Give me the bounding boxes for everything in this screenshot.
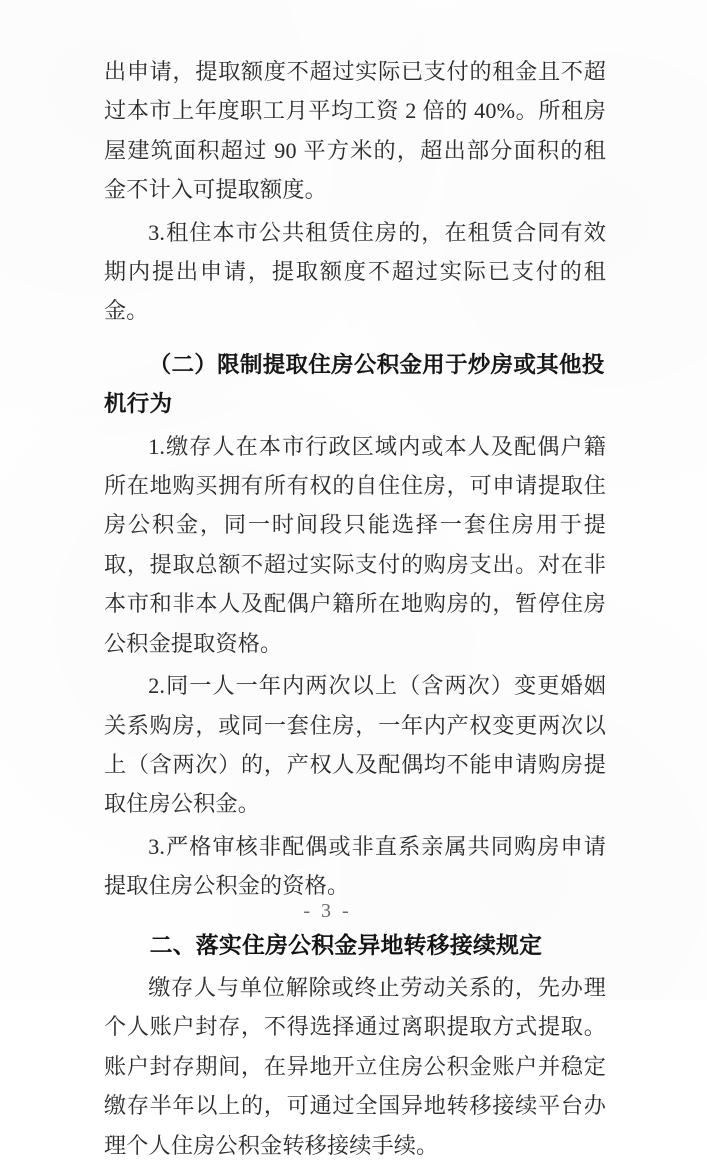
paragraph-cross-region-transfer: 缴存人与单位解除或终止劳动关系的，先办理个人账户封存，不得选择通过离职提取方式提取。账户封存期间，在异地开立住房公积金账户并稳定缴存半年以上的，可通过全国异地转移接续平台办理个人住房公积金转移接续手续。 xyxy=(104,974,606,1158)
block-spacer xyxy=(104,331,606,345)
paragraph-rent-withdrawal-limit: 出申请，提取额度不超过实际已支付的租金且不超过本市上年度职工月平均工资 2 倍的 40%。所租房屋建筑面积超过 90 平方米的，超出部分面积的租金不计入可提取额度。 xyxy=(104,59,606,203)
page-number: - 3 - xyxy=(303,900,352,922)
paragraph-item-3-public-rental-housing: 3.租住本市公共租赁住房的，在租赁合同有效期内提出申请，提取额度不超过实际已支付的租金。 xyxy=(104,219,606,324)
paragraph-item-3-strict-review: 3.严格审核非配偶或非直系亲属共同购房申请提取住房公积金的资格。 xyxy=(104,833,606,899)
paragraph-item-2-marriage-change-purchase: 2.同一人一年内两次以上（含两次）变更婚姻关系购房，或同一套住房，一年内产权变更两次以上（含两次）的，产权人及配偶均不能申请购房提取住房公积金。 xyxy=(104,673,606,817)
paragraph-item-1-self-occupied-purchase: 1.缴存人在本市行政区域内或本人及配偶户籍所在地购买拥有所有权的自住住房，可申请提取住房公积金，同一时间段只能选择一套住房用于提取，提取总额不超过实际支付的购房支出。对在非本市和非本人及配偶户籍所在地购房的，暂停住房公积金提取资格。 xyxy=(104,433,606,656)
page-footer xyxy=(0,900,707,923)
heading-subsection-two: （二）限制提取住房公积金用于炒房或其他投机行为 xyxy=(104,351,605,417)
document-text-column xyxy=(104,52,606,1165)
heading-chapter-two: 二、落实住房公积金异地转移接续规定 xyxy=(149,931,543,958)
